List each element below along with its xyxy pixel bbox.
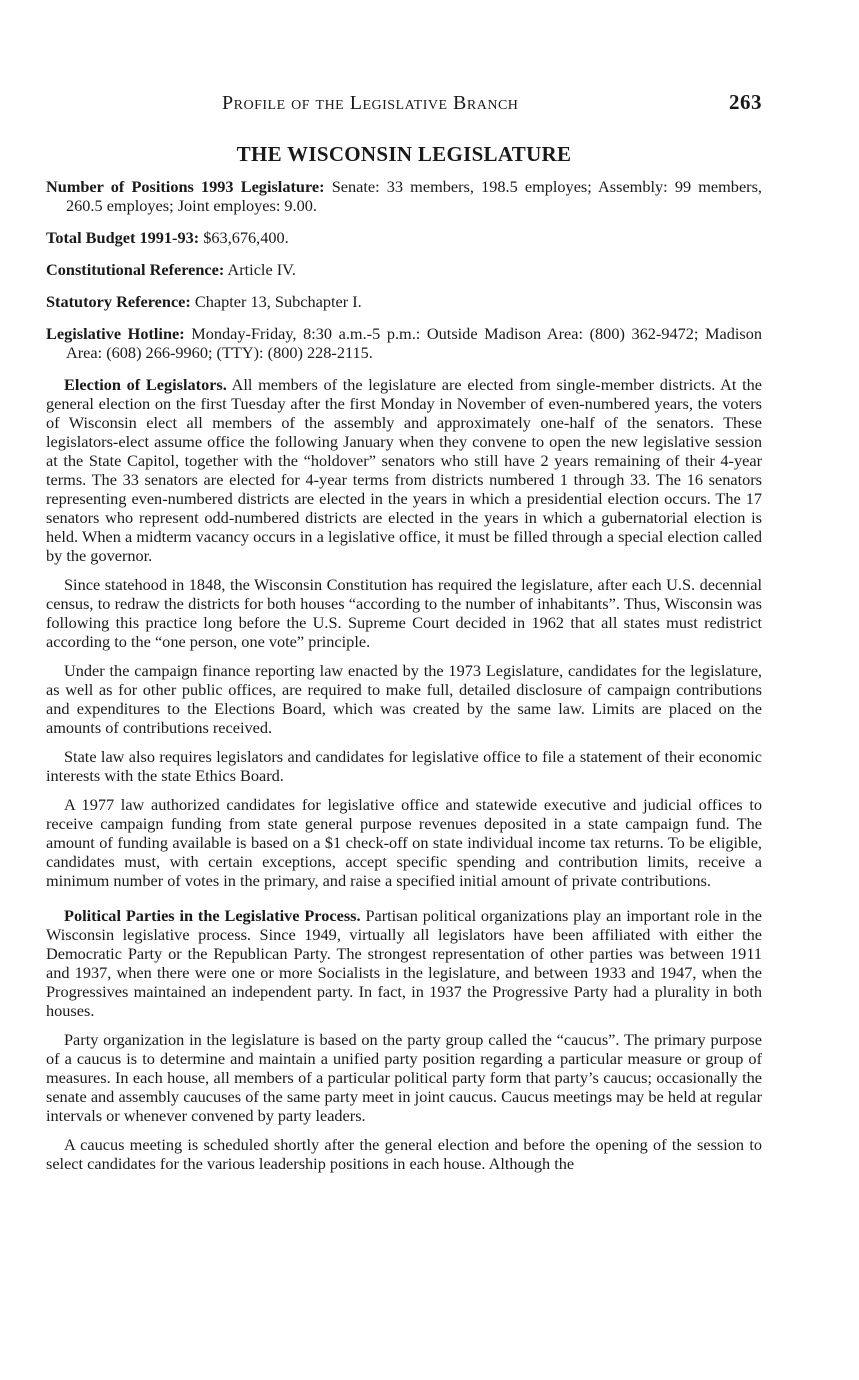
running-header (46, 88, 762, 118)
paragraph-caucus (46, 1030, 762, 1125)
paragraph-redistricting (46, 575, 762, 651)
fact-label: Constitutional Reference: (46, 260, 225, 279)
page-number: 263 (729, 90, 762, 114)
fact-positions (46, 177, 762, 215)
paragraph-heading: Political Parties in the Legislative Process. (64, 906, 361, 925)
paragraph-text: A caucus meeting is scheduled shortly after the general election and before the opening of the session to select candidates for the various leadership positions in each house. Although the (46, 1135, 762, 1173)
fact-value: Senate: 33 members, 198.5 employes; Assembly: 99 members, 260.5 employes; Joint employes: 9.00. (66, 177, 762, 215)
body-text (46, 375, 762, 1173)
paragraph-text: All members of the legislature are elected from single-member districts. At the general election on the first Tuesday after the first Monday in November of even-numbered years, the voters of Wisconsin elect all members of the assembly and approximately one-half of the senators. These legislators-elect assume office the following January when they convene to open the new legislative session at the State Capitol, together with the “holdover” senators who still have 2 years remaining of their 4-year terms. The 33 senators are elected for 4-year terms from districts numbered 1 through 33. The 16 senators representing even-numbered districts are elected in the years in which a presidential election occurs. The 17 senators who represent odd-numbered districts are elected in the years in which a gubernatorial election is held. When a midterm vacancy occurs in a legislative office, it must be filled through a special election called by the governor. (46, 375, 762, 565)
paragraph-text: A 1977 law authorized candidates for legislative office and statewide executive and judicial offices to receive campaign funding from state general purpose revenues deposited in a state campaign fund. The amount of funding available is based on a $1 check-off on state individual income tax returns. To be eligible, candidates must, with certain exceptions, accept specific spending and contribution limits, receive a minimum number of votes in the primary, and raise a specified initial amount of private contributions. (46, 795, 762, 890)
fact-value: Chapter 13, Subchapter I. (194, 292, 362, 311)
fact-value: Article IV. (227, 260, 296, 279)
facts-block (46, 177, 762, 362)
fact-label: Total Budget 1991-93: (46, 228, 200, 247)
paragraph-campaign-finance (46, 661, 762, 737)
fact-statutory-reference (46, 292, 762, 311)
paragraph-campaign-fund (46, 795, 762, 890)
paragraph-political-parties (46, 906, 762, 1020)
fact-budget (46, 228, 762, 247)
fact-legislative-hotline (46, 324, 762, 362)
paragraph-economic-interests (46, 747, 762, 785)
paragraph-text: Since statehood in 1848, the Wisconsin Constitution has required the legislature, after each U.S. decennial census, to redraw the districts for both houses “according to the number of inhabitants”. Thus, Wisconsin was following this practice long before the U.S. Supreme Court decided in 1962 that all states must redistrict according to the “one person, one vote” principle. (46, 575, 762, 651)
document-page (46, 88, 762, 1183)
fact-label: Legislative Hotline: (46, 324, 185, 343)
fact-label: Number of Positions 1993 Legislature: (46, 177, 325, 196)
paragraph-caucus-meeting (46, 1135, 762, 1173)
paragraph-text: Party organization in the legislature is based on the party group called the “caucus”. The primary purpose of a caucus is to determine and maintain a unified party position regarding a particular measure or group of measures. In each house, all members of a particular political party form that party’s caucus; occasionally the senate and assembly caucuses of the same party meet in joint caucus. Caucus meetings may be held at regular intervals or whenever convened by party leaders. (46, 1030, 762, 1125)
paragraph-text: Under the campaign finance reporting law enacted by the 1973 Legislature, candidates for the legislature, as well as for other public offices, are required to make full, detailed disclosure of campaign contributions and expenditures to the Elections Board, which was created by the same law. Limits are placed on the amounts of contributions received. (46, 661, 762, 737)
paragraph-text: State law also requires legislators and candidates for legislative office to file a statement of their economic interests with the state Ethics Board. (46, 747, 762, 785)
fact-constitutional-reference (46, 260, 762, 279)
paragraph-election-of-legislators (46, 375, 762, 565)
section-title: Profile of the Legislative Branch (222, 92, 519, 114)
paragraph-text: Partisan political organizations play an important role in the Wisconsin legislative process. Since 1949, virtually all legislators have been affiliated with either the Democratic Party or the Republican Party. The strongest representation of other parties was between 1911 and 1937, when there were one or more Socialists in the legislature, and between 1933 and 1947, when the Progressives maintained an independent party. In fact, in 1937 the Progressive Party had a plurality in both houses. (46, 906, 762, 1020)
fact-label: Statutory Reference: (46, 292, 191, 311)
document-title: THE WISCONSIN LEGISLATURE (236, 142, 572, 166)
paragraph-heading: Election of Legislators. (64, 375, 227, 394)
fact-value: Monday-Friday, 8:30 a.m.-5 p.m.: Outside Madison Area: (800) 362-9472; Madison Area: (608) 266-9960; (TTY): (800) 228-2115. (66, 324, 763, 362)
fact-value: $63,676,400. (203, 228, 289, 247)
